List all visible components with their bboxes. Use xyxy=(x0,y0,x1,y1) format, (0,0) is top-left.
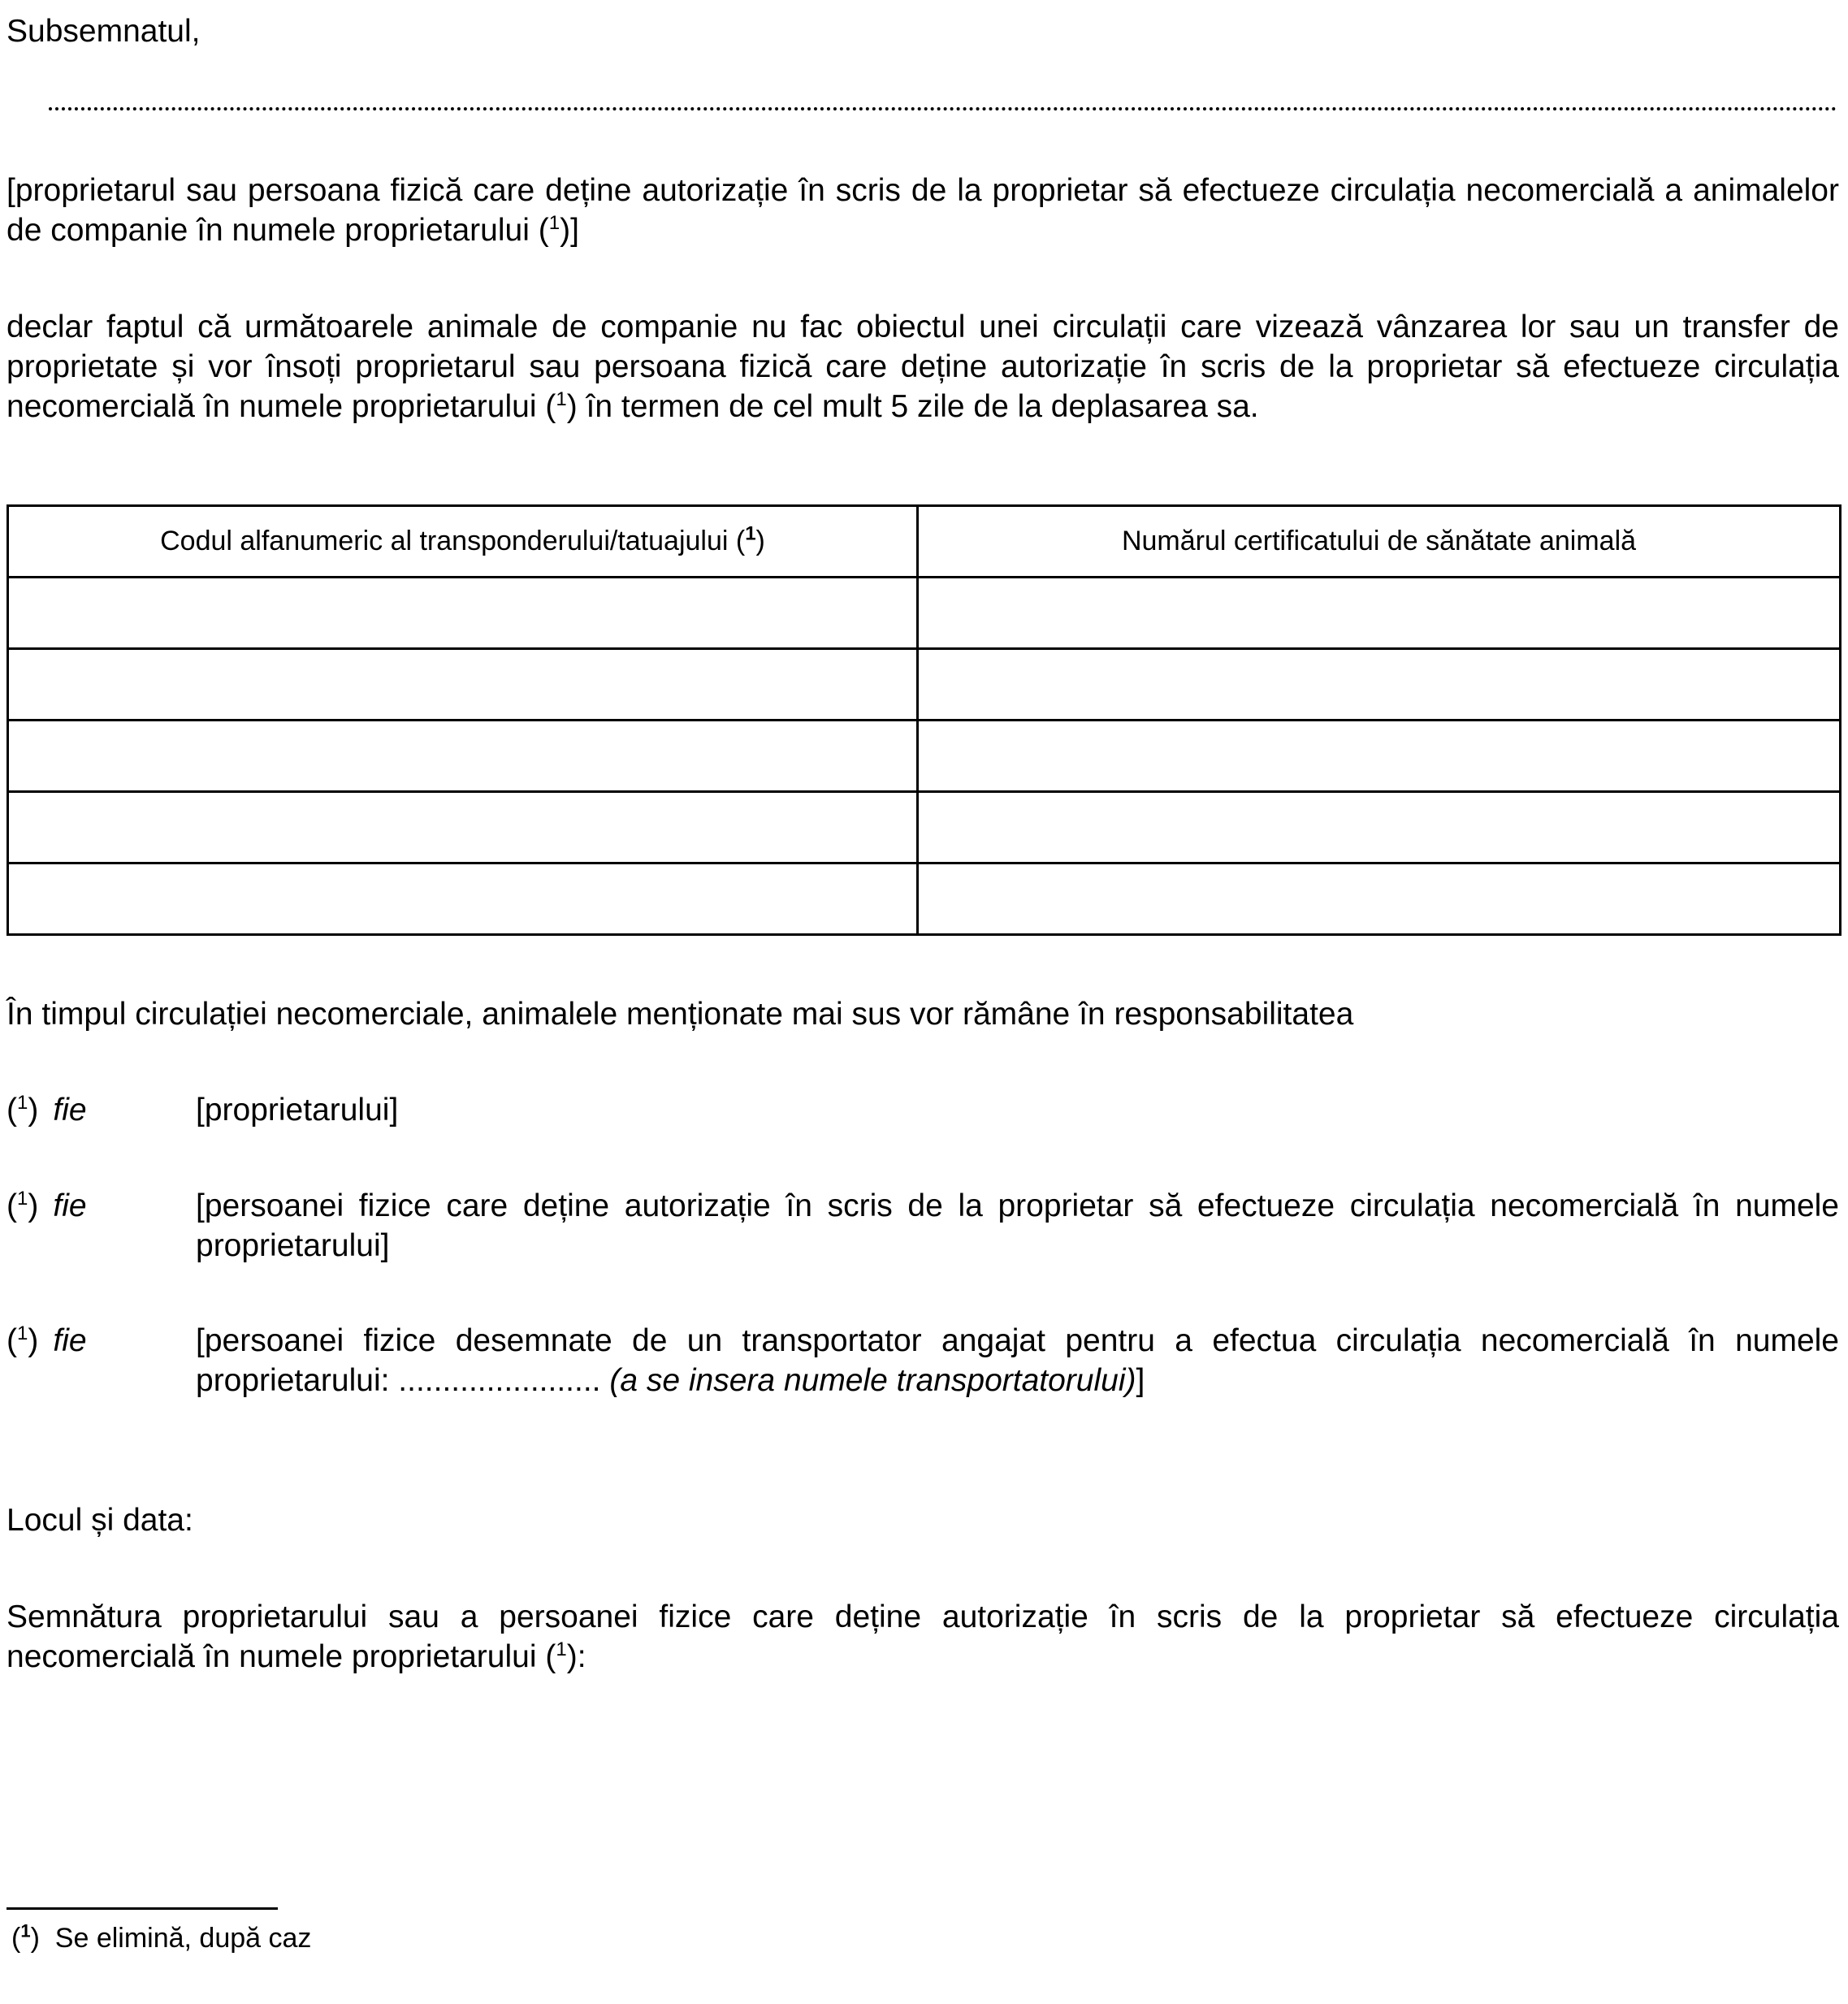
transponder-code-cell[interactable] xyxy=(8,863,918,935)
transponder-code-cell[interactable] xyxy=(8,578,918,649)
signature-text: Semnătura proprietarului sau a persoanei fizice care deține autorizație în scris de la proprietar să efectueze circulația necomercială în numele proprietarului ($^1$): xyxy=(6,1599,1839,1674)
option-marker: ($^1$) fie xyxy=(6,1322,87,1358)
option-owner xyxy=(6,1090,1839,1130)
pet-identification-table xyxy=(6,504,1842,936)
health-certificate-header: Numărul certificatului de sănătate animală xyxy=(918,506,1841,578)
option-text: [persoanei fizice desemnate de un transportator angajat pentru a efectua circulația necomercială în numele proprietarului: ....................... (a se insera numele transportatorului)] xyxy=(196,1323,1839,1398)
footnote-divider xyxy=(6,1907,278,1910)
table-row xyxy=(8,863,1841,935)
owner-bracket-text: [proprietarul sau persoana fizică care deține autorizație în scris de la proprietar să efectueze circulația necomercială a animalelor de companie în numele proprietarului ($^1$)] xyxy=(6,173,1839,248)
table-row xyxy=(8,721,1841,792)
transponder-code-cell[interactable] xyxy=(8,721,918,792)
transponder-code-cell[interactable] xyxy=(8,792,918,863)
health-certificate-cell[interactable] xyxy=(918,792,1841,863)
footnote: ($^1$) Se elimină, după caz xyxy=(11,1920,312,1954)
option-text: [persoanei fizice care deține autorizație în scris de la proprietar să efectueze circulația necomercială în numele proprietarului] xyxy=(196,1188,1839,1263)
option-authorized-person xyxy=(6,1186,1839,1266)
transponder-code-cell[interactable] xyxy=(8,649,918,721)
responsibility-text: În timpul circulației necomerciale, animalele menționate mai sus vor rămâne în responsabilitatea xyxy=(6,997,1354,1032)
option-marker: ($^1$) fie xyxy=(6,1188,87,1223)
place-date-label: Locul și data: xyxy=(6,1503,193,1538)
health-certificate-cell[interactable] xyxy=(918,721,1841,792)
table-row xyxy=(8,792,1841,863)
table-row xyxy=(8,578,1841,649)
declaration-paragraph: declar faptul că următoarele animale de companie nu fac obiectul unei circulații care vizează vânzarea lor sau un transfer de proprietate și vor însoți proprietarul sau persoana fizică care deține autorizație în scris de la proprietar să efectueze circulația necomercială în numele proprietarului ($^1$) în termen de cel mult 5 zile de la deplasarea sa. xyxy=(6,309,1839,424)
health-certificate-cell[interactable] xyxy=(918,578,1841,649)
declarant-label: Subsemnatul, xyxy=(6,14,201,49)
health-certificate-cell[interactable] xyxy=(918,649,1841,721)
name-fill-line xyxy=(49,107,1837,110)
transponder-code-header: Codul alfanumeric al transponderului/tatuajului ($^1$) xyxy=(8,506,918,578)
option-marker: ($^1$) fie xyxy=(6,1092,87,1128)
option-carrier-person xyxy=(6,1321,1839,1400)
table-header-row xyxy=(8,506,1841,578)
health-certificate-cell[interactable] xyxy=(918,863,1841,935)
table-row xyxy=(8,649,1841,721)
option-text: [proprietarului] xyxy=(196,1093,399,1128)
